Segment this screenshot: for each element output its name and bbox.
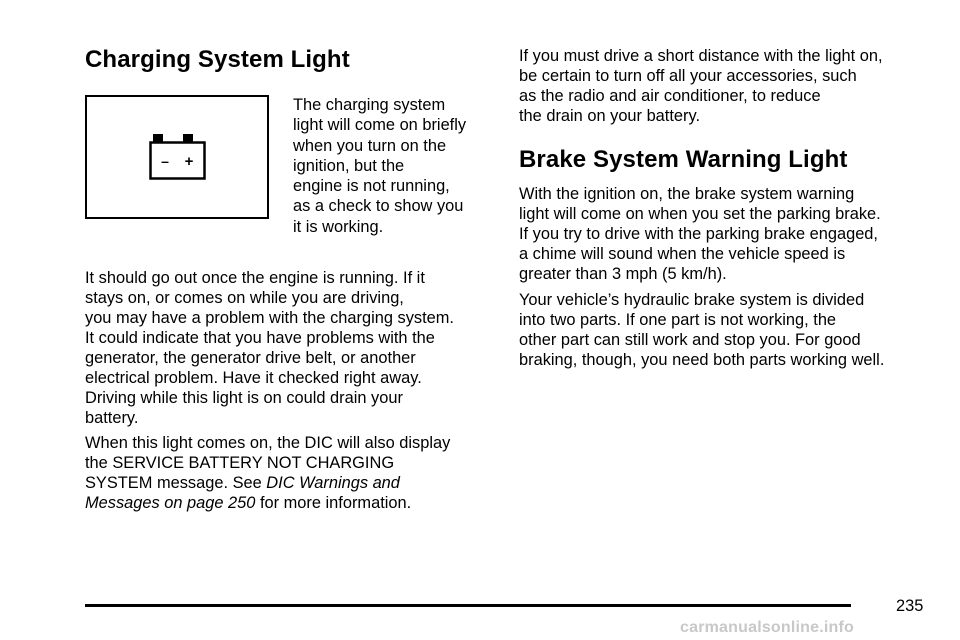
charging-light-icon-frame	[85, 95, 269, 219]
battery-icon	[87, 97, 267, 217]
footer-rule	[85, 604, 851, 607]
brake-light-paragraph: With the ignition on, the brake system warning light will come on when you set the parking brake. If you try to drive with the parking brake engaged, a chime will sound when the vehicle speed is greater than 3 mph (5 km/h).	[519, 185, 881, 283]
battery-plus-sign: +	[184, 153, 194, 170]
charging-light-paragraph: It should go out once the engine is running. If it stays on, or comes on while you are driving, you may have a problem with the charging system. It could indicate that you have problems with the generator, the generator drive belt, or another electrical problem. Have it checked right away. Driving while this light is on could drain your battery.	[85, 269, 454, 427]
brake-system-heading: Brake System Warning Light	[519, 146, 848, 173]
dic-warnings-link[interactable]: DIC Warnings and	[266, 474, 400, 492]
dic-warnings-link-cont[interactable]: Messages on page 250	[85, 494, 256, 512]
hydraulic-brake-paragraph: Your vehicle’s hydraulic brake system is divided into two parts. If one part is not working, the other part can still work and stop you. For good braking, though, you need both parts working well.	[519, 291, 885, 369]
charging-system-heading: Charging System Light	[85, 46, 350, 73]
watermark-text: carmanualsonline.info	[680, 619, 855, 636]
short-distance-paragraph: If you must drive a short distance with the light on, be certain to turn off all your accessories, such as the radio and air conditioner, to reduce the drain on your battery.	[519, 47, 883, 125]
charging-light-intro: The charging system light will come on briefly when you turn on the ignition, but the engine is not running, as a check to show you it is working.	[293, 96, 467, 236]
page-number: 235	[896, 597, 924, 615]
dic-message-paragraph: When this light comes on, the DIC will also display the SERVICE BATTERY NOT CHARGING SYSTEM message. See DIC Warnings and Messages on page 250 for more information.	[85, 434, 451, 512]
battery-minus-sign: –	[161, 153, 169, 169]
